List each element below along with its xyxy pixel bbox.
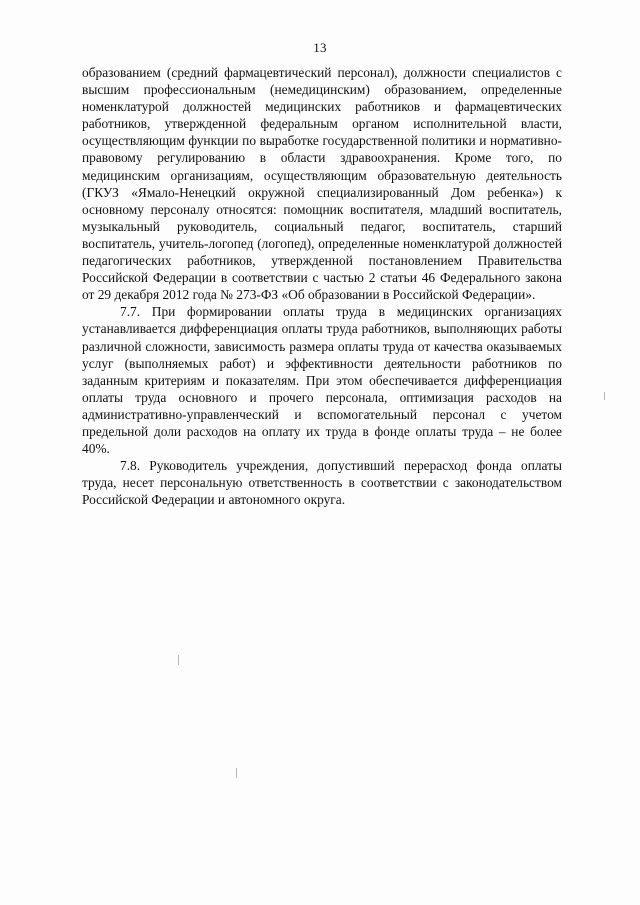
- paragraph-7-8: 7.8. Руководитель учреждения, допустивший перерасход фонда оплаты труда, несет персональную ответственность в соответствии с законодательством Российской Федерации и автономного округа.: [82, 458, 562, 508]
- scan-artifact: [604, 392, 605, 400]
- scan-artifact: [236, 768, 237, 778]
- paragraph-staff-categories: образованием (средний фармацевтический персонал), должности специалистов с высшим профессиональным (немедицинским) образованием, определенные номенклатурой должностей медицинских работников и фармацевтических работников, утвержденной федеральным органом исполнительной власти, осуществляющим функции по выработке государственной политики и нормативно-правовому регулированию в области здравоохранения. Кроме того, по медицинским организациям, осуществляющим образовательную деятельность (ГКУЗ «Ямало-Ненецкий окружной специализированный Дом ребенка») к основному персоналу относятся: помощник воспитателя, младший воспитатель, музыкальный руководитель, социальный педагог, воспитатель, старший воспитатель, учитель-логопед (логопед), определенные номенклатурой должностей педагогических работников, утвержденной постановлением Правительства Российской Федерации в соответствии с частью 2 статьи 46 Федерального закона от 29 декабря 2012 года № 273-ФЗ «Об образовании в Российской Федерации».: [82, 65, 562, 303]
- page-number: 13: [313, 40, 327, 55]
- body-text: [82, 64, 562, 508]
- scan-artifact: [178, 655, 179, 665]
- paragraph-7-7: 7.7. При формировании оплаты труда в медицинских организациях устанавливается дифференциация оплаты труда работников, выполняющих работы различной сложности, зависимость размера оплаты труда от качества оказываемых услуг (выполняемых работ) и эффективности деятельности работников по заданным критериям и показателям. При этом обеспечивается дифференциация оплаты труда основного и прочего персонала, оптимизация расходов на административно-управленческий и вспомогательный персонал с учетом предельной доли расходов на оплату их труда в фонде оплаты труда – не более 40%.: [82, 304, 562, 457]
